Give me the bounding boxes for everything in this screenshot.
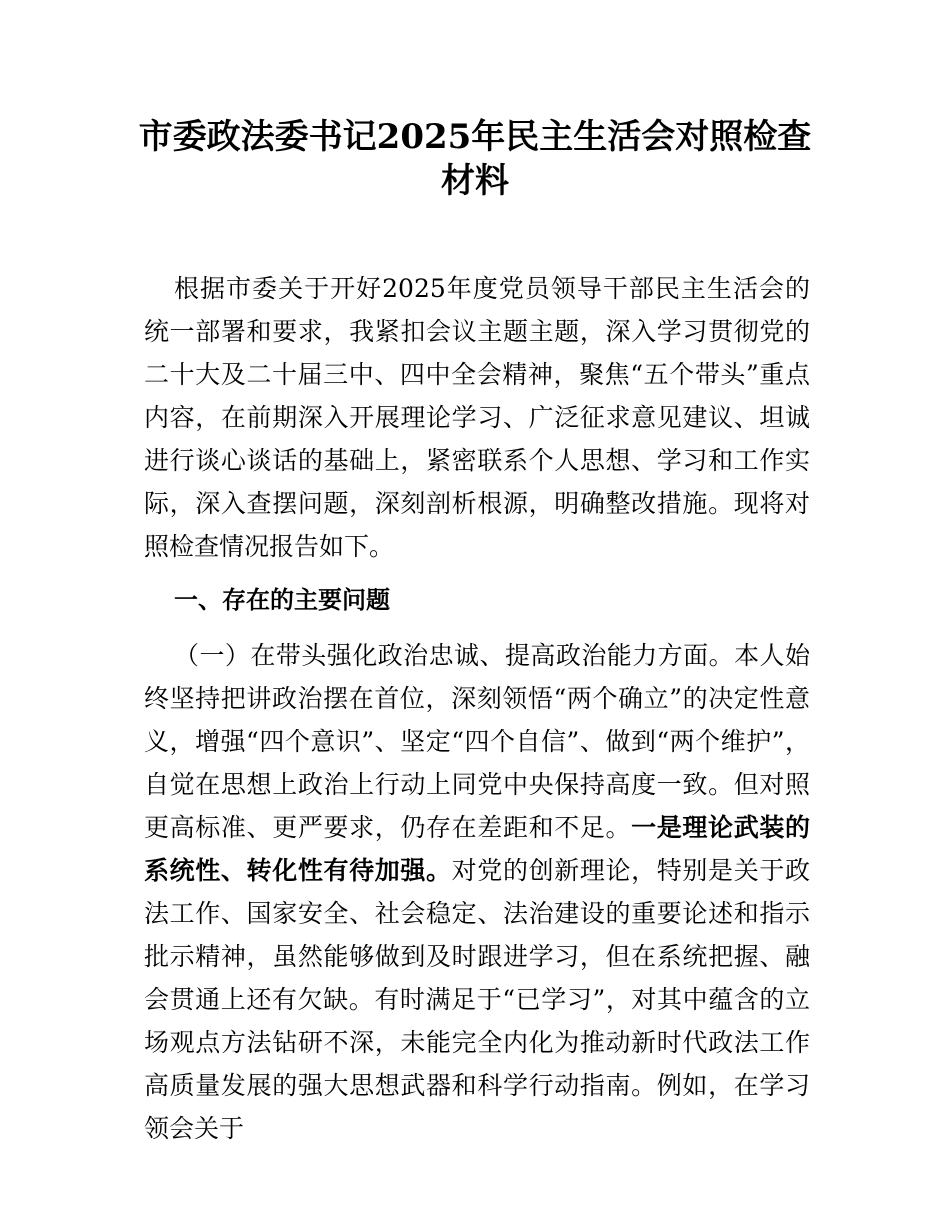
subsection-paragraph-political-loyalty bbox=[144, 634, 810, 1150]
subsection-heading: （一）在带头强化政治忠诚、提高政治能力方面。 bbox=[174, 641, 735, 670]
document-title-line-2: 材料 bbox=[441, 161, 509, 201]
subsection-text-b: 对党的创新理论，特别是关于政法工作、国家安全、社会稳定、法治建设的重要论述和指示批示精神，虽然能够做到及时跟进学习，但在系统把握、融会贯通上还有欠缺。有时满足于“已学习”，对其中蕴含的立场观点方法钻研不深，未能完全内化为推动新时代政法工作高质量发展的强大思想武器和科学行动指南。例如，在学习领会关于 bbox=[144, 856, 810, 1143]
document-title-line-1: 市委政法委书记2025年民主生活会对照检查 bbox=[138, 117, 812, 157]
intro-paragraph: 根据市委关于开好2025年度党员领导干部民主生活会的统一部署和要求，我紧扣会议主题主题，深入学习贯彻党的二十大及二十届三中、四中全会精神，聚焦“五个带头”重点内容，在前期深入开展理论学习、广泛征求意见建议、坦诚进行谈心谈话的基础上，紧密联系个人思想、学习和工作实际，深入查摆问题，深刻剖析根源，明确整改措施。现将对照检查情况报告如下。 bbox=[144, 274, 810, 561]
subsection-text-a: 本人始终坚持把讲政治摆在首位，深刻领悟“两个确立”的决定性意义，增强“四个意识”、坚定“四个自信”、做到“两个维护”，自觉在思想上政治上行动上同党中央保持高度一致。但对照更高标准、更严要求，仍存在差距和不足。 bbox=[144, 641, 810, 842]
section-heading-problems: 一、存在的主要问题 bbox=[174, 586, 390, 614]
point-one-bold: 一是理论武装的系统性、转化性有待加强。 bbox=[144, 813, 810, 885]
